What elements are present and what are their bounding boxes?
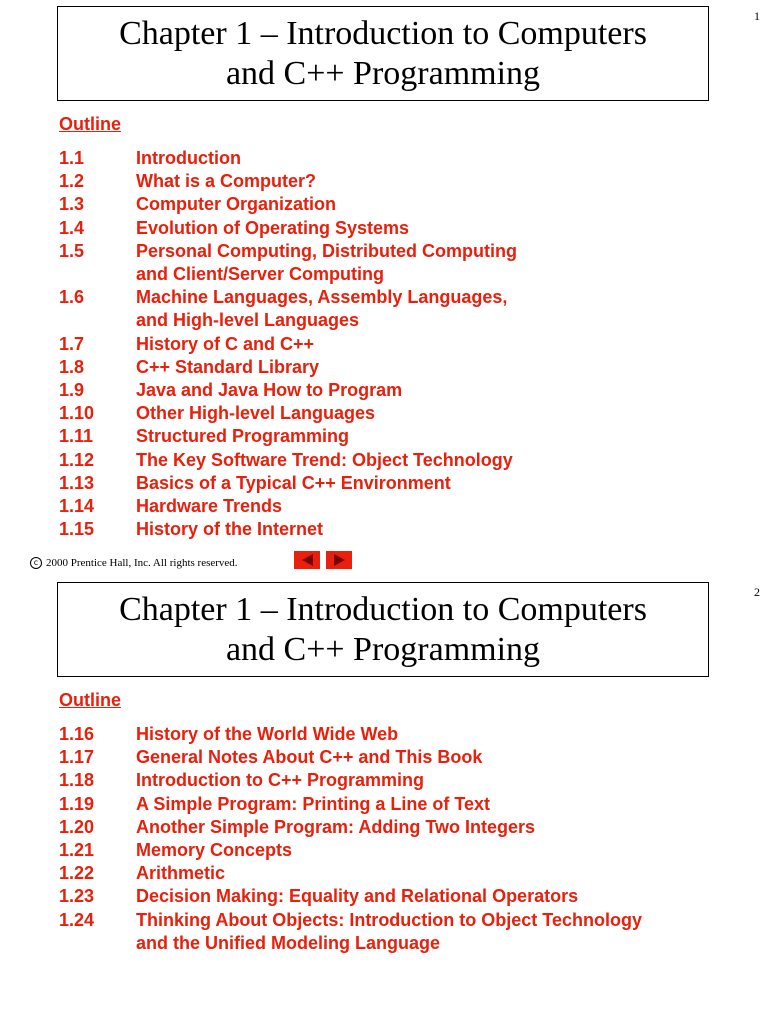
outline-item bbox=[59, 286, 517, 332]
outline-item-title: Hardware Trends bbox=[136, 496, 283, 517]
outline-item-number: 1.6 bbox=[59, 287, 85, 308]
previous-slide-button[interactable] bbox=[294, 551, 320, 569]
outline-item-title: Another Simple Program: Adding Two Integers bbox=[136, 816, 536, 837]
outline-item bbox=[59, 379, 517, 402]
copyright-icon: c bbox=[30, 557, 42, 569]
outline-item-number: 1.4 bbox=[59, 217, 85, 238]
outline-item-number: 1.12 bbox=[59, 449, 95, 470]
outline-item bbox=[59, 723, 642, 746]
outline-item-title: What is a Computer? bbox=[136, 171, 317, 192]
outline-item-number: 1.5 bbox=[59, 240, 85, 261]
triangle-right-icon bbox=[334, 554, 345, 566]
outline-item-number: 1.18 bbox=[59, 770, 95, 791]
outline-item-title: Computer Organization bbox=[136, 194, 337, 215]
outline-item bbox=[59, 240, 517, 286]
outline-item bbox=[59, 193, 517, 216]
outline-item bbox=[59, 909, 642, 955]
outline-item-title: History of C and C++ bbox=[136, 333, 315, 354]
outline-item-title: A Simple Program: Printing a Line of Text bbox=[136, 793, 491, 814]
outline-list bbox=[59, 723, 642, 955]
outline-item-title: Memory Concepts bbox=[136, 840, 293, 861]
outline-item bbox=[59, 862, 642, 885]
page-number: 2 bbox=[754, 585, 760, 599]
outline-item-number: 1.16 bbox=[59, 724, 95, 744]
outline-item-number: 1.19 bbox=[59, 793, 95, 814]
outline-item-title: Basics of a Typical C++ Environment bbox=[136, 472, 451, 493]
outline-item bbox=[59, 425, 517, 448]
outline-item-title: Thinking About Objects: Introduction to Object Technology and the Unified Modeling Language bbox=[136, 909, 642, 953]
outline-item-title: C++ Standard Library bbox=[136, 356, 320, 377]
title-line-2: and C++ Programming bbox=[225, 630, 541, 668]
slide-2 bbox=[0, 576, 768, 1024]
outline-item-number: 1.21 bbox=[59, 840, 95, 861]
outline-item-title: Structured Programming bbox=[136, 426, 350, 447]
outline-item-title: Other High-level Languages bbox=[136, 403, 376, 424]
outline-item-number: 1.1 bbox=[59, 148, 85, 168]
page-number: 1 bbox=[754, 9, 760, 23]
outline-item bbox=[59, 333, 517, 356]
outline-item-title: Personal Computing, Distributed Computing and Client/Server Computing bbox=[136, 240, 517, 285]
outline-item-title: Java and Java How to Program bbox=[136, 380, 403, 401]
outline-item-number: 1.20 bbox=[59, 816, 95, 837]
outline-item bbox=[59, 449, 517, 472]
outline-item bbox=[59, 885, 642, 908]
outline-item-title: Arithmetic bbox=[136, 863, 226, 884]
outline-item-number: 1.10 bbox=[59, 403, 95, 424]
outline-item bbox=[59, 495, 517, 518]
outline-item bbox=[59, 356, 517, 379]
copyright-footer bbox=[30, 557, 238, 569]
triangle-left-icon bbox=[302, 554, 313, 566]
outline-item-title: General Notes About C++ and This Book bbox=[136, 747, 483, 768]
outline-item bbox=[59, 217, 517, 240]
outline-item-number: 1.15 bbox=[59, 519, 95, 540]
outline-item bbox=[59, 518, 517, 541]
next-slide-button[interactable] bbox=[326, 551, 352, 569]
slide-title bbox=[57, 6, 709, 101]
outline-item-number: 1.14 bbox=[59, 496, 95, 517]
outline-item-number: 1.17 bbox=[59, 747, 95, 768]
outline-list bbox=[59, 147, 517, 541]
outline-item-title: Introduction to C++ Programming bbox=[136, 770, 425, 791]
outline-item bbox=[59, 839, 642, 862]
outline-item-number: 1.3 bbox=[59, 194, 85, 215]
outline-item-title: History of the Internet bbox=[136, 519, 324, 540]
outline-item-number: 1.11 bbox=[59, 426, 94, 447]
slide-title bbox=[57, 582, 709, 677]
outline-item-number: 1.22 bbox=[59, 863, 95, 884]
outline-item-number: 1.8 bbox=[59, 356, 85, 377]
outline-item bbox=[59, 793, 642, 816]
outline-item bbox=[59, 816, 642, 839]
title-line-2: and C++ Programming bbox=[225, 54, 541, 92]
outline-item bbox=[59, 746, 642, 769]
outline-item-title: The Key Software Trend: Object Technology bbox=[136, 449, 513, 470]
outline-heading: Outline bbox=[59, 114, 121, 134]
outline-item-number: 1.7 bbox=[59, 333, 85, 354]
outline-item-number: 1.23 bbox=[59, 886, 95, 907]
title-line-1: Chapter 1 – Introduction to Computers bbox=[119, 590, 647, 628]
outline-item bbox=[59, 147, 517, 170]
outline-item-number: 1.2 bbox=[59, 171, 85, 192]
outline-item-number: 1.24 bbox=[59, 909, 95, 930]
outline-item bbox=[59, 402, 517, 425]
copyright-text: 2000 Prentice Hall, Inc. All rights reserved. bbox=[46, 557, 238, 569]
outline-item-title: Machine Languages, Assembly Languages, and High-level Languages bbox=[136, 287, 508, 331]
outline-item-number: 1.9 bbox=[59, 380, 85, 401]
outline-item-title: Decision Making: Equality and Relational Operators bbox=[136, 886, 579, 907]
outline-item bbox=[59, 170, 517, 193]
outline-item-title: History of the World Wide Web bbox=[136, 724, 399, 744]
outline-item bbox=[59, 769, 642, 792]
outline-item-title: Evolution of Operating Systems bbox=[136, 217, 410, 238]
outline-item-number: 1.13 bbox=[59, 472, 95, 493]
outline-item-title: Introduction bbox=[136, 148, 241, 168]
outline-item bbox=[59, 472, 517, 495]
outline-heading: Outline bbox=[59, 690, 121, 710]
title-line-1: Chapter 1 – Introduction to Computers bbox=[119, 14, 647, 52]
